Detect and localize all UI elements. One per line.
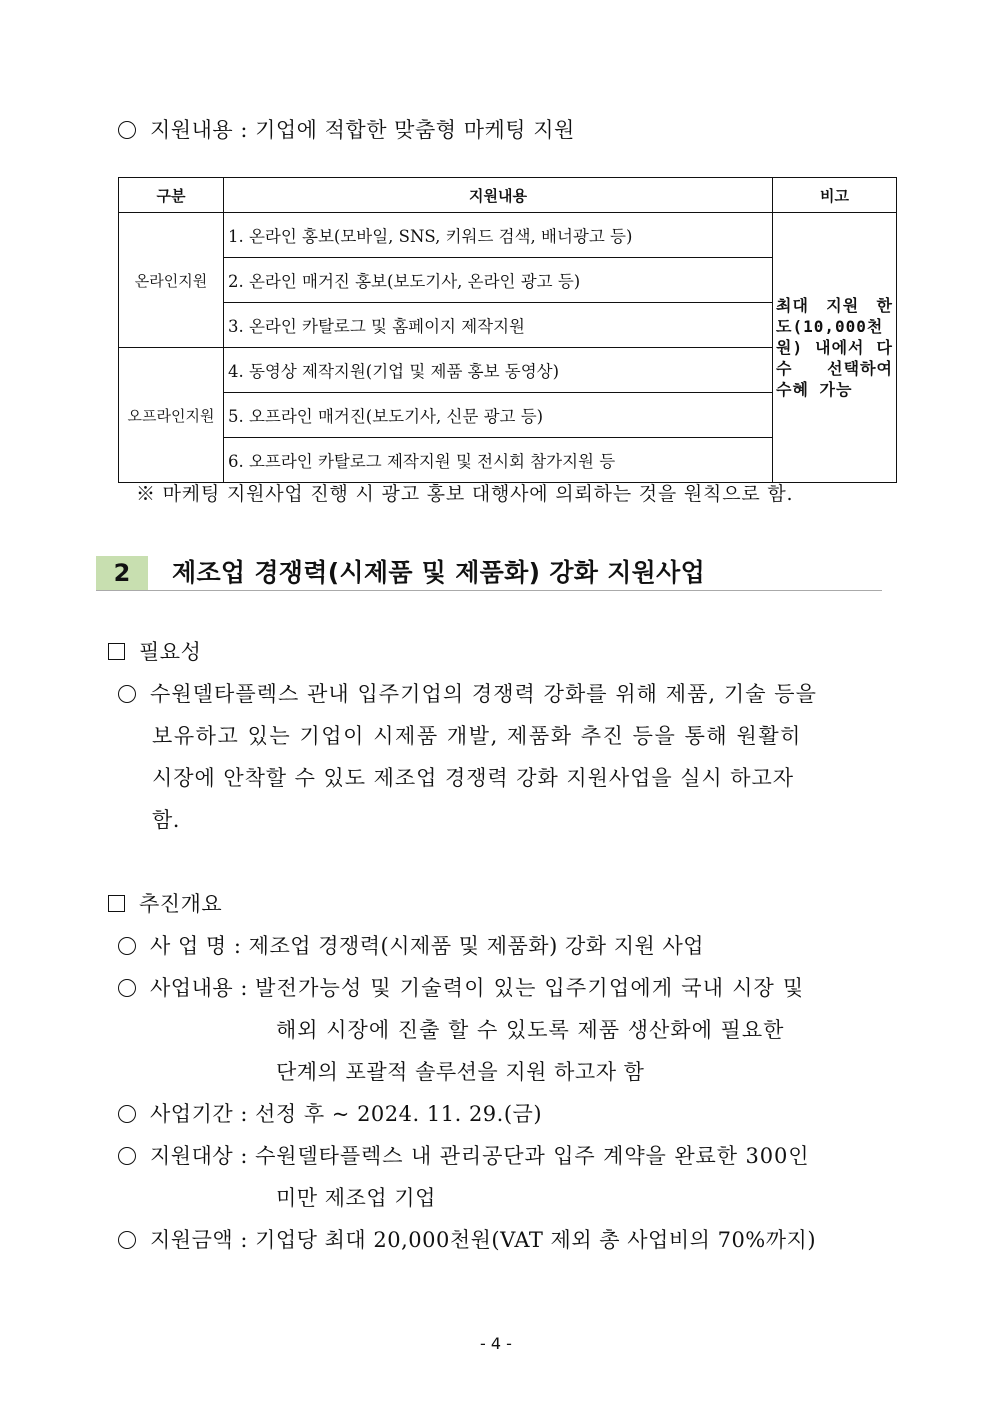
intro-text: 기업에 적합한 맞춤형 마케팅 지원 xyxy=(255,118,575,142)
item-text: 제조업 경쟁력(시제품 및 제품화) 강화 지원 사업 xyxy=(248,934,705,958)
footnote: ※ 마케팅 지원사업 진행 시 광고 홍보 대행사에 의뢰하는 것을 원칙으로 함. xyxy=(136,483,794,505)
category-online: 온라인지원 xyxy=(119,213,224,348)
square-bullet-icon xyxy=(108,895,125,912)
necessity-heading-text: 필요성 xyxy=(139,640,202,664)
header-content: 지원내용 xyxy=(224,178,773,213)
table-cell: 1. 온라인 홍보(모바일, SNS, 키워드 검색, 배너광고 등) xyxy=(224,213,773,258)
necessity-line: 시장에 안착할 수 있도 제조업 경쟁력 강화 지원사업을 실시 하고자 xyxy=(152,766,794,790)
table-cell: 6. 오프라인 카탈로그 제작지원 및 전시회 참가지원 등 xyxy=(224,438,773,483)
intro-separator: : xyxy=(240,118,248,142)
item-text: 수원델타플렉스 내 관리공단과 입주 계약을 완료한 300인 xyxy=(255,1144,810,1168)
necessity-text: 수원델타플렉스 관내 입주기업의 경쟁력 강화를 위해 제품, 기술 등을 xyxy=(150,682,817,706)
note-cell: 최대 지원 한도(10,000천원) 내에서 다수 선택하여 수혜 가능 xyxy=(773,213,897,483)
table-row xyxy=(119,213,897,258)
table-cell: 4. 동영상 제작지원(기업 및 제품 홍보 동영상) xyxy=(224,348,773,393)
overview-item: 사업내용 : 발전가능성 및 기술력이 있는 입주기업에게 국내 시장 및 xyxy=(118,974,804,1002)
overview-item: 사업기간 : 선정 후 ~ 2024. 11. 29.(금) xyxy=(118,1100,542,1128)
circle-bullet-icon xyxy=(118,685,136,703)
item-label: 사업내용 xyxy=(150,976,234,1000)
item-text: 기업당 최대 20,000천원(VAT 제외 총 사업비의 70%까지) xyxy=(255,1228,817,1252)
table-cell: 3. 온라인 카탈로그 및 홈페이지 제작지원 xyxy=(224,303,773,348)
intro-line xyxy=(118,116,575,144)
necessity-heading xyxy=(108,638,201,666)
section-divider xyxy=(96,590,882,591)
header-category: 구분 xyxy=(119,178,224,213)
circle-bullet-icon xyxy=(118,937,136,955)
necessity-line xyxy=(118,680,817,708)
circle-bullet-icon xyxy=(118,1147,136,1165)
table-cell: 5. 오프라인 매거진(보도기사, 신문 광고 등) xyxy=(224,393,773,438)
necessity-line: 함. xyxy=(152,808,180,832)
item-label: 사업기간 xyxy=(150,1102,234,1126)
circle-bullet-icon xyxy=(118,1105,136,1123)
category-offline: 오프라인지원 xyxy=(119,348,224,483)
intro-label: 지원내용 xyxy=(150,118,234,142)
overview-item: 지원대상 : 수원델타플렉스 내 관리공단과 입주 계약을 완료한 300인 xyxy=(118,1142,809,1170)
item-label: 사 업 명 xyxy=(150,934,227,958)
overview-item: 지원금액 : 기업당 최대 20,000천원(VAT 제외 총 사업비의 70%까지) xyxy=(118,1226,816,1254)
overview-item: 사 업 명 : 제조업 경쟁력(시제품 및 제품화) 강화 지원 사업 xyxy=(118,932,704,960)
circle-bullet-icon xyxy=(118,979,136,997)
item-text: 발전가능성 및 기술력이 있는 입주기업에게 국내 시장 및 xyxy=(255,976,805,1000)
section-title: 제조업 경쟁력(시제품 및 제품화) 강화 지원사업 xyxy=(172,558,706,587)
overview-item-line: 해외 시장에 진출 할 수 있도록 제품 생산화에 필요한 xyxy=(276,1018,785,1042)
item-label: 지원금액 xyxy=(150,1228,234,1252)
overview-item-line: 단계의 포괄적 솔루션을 지원 하고자 함 xyxy=(276,1060,645,1084)
page-number: - 4 - xyxy=(480,1334,512,1353)
circle-bullet-icon xyxy=(118,1231,136,1249)
item-label: 지원대상 xyxy=(150,1144,234,1168)
overview-heading-text: 추진개요 xyxy=(139,892,223,916)
table-cell: 2. 온라인 매거진 홍보(보도기사, 온라인 광고 등) xyxy=(224,258,773,303)
section-number: 2 xyxy=(96,556,148,590)
overview-heading xyxy=(108,890,222,918)
support-table xyxy=(118,177,897,483)
necessity-line: 보유하고 있는 기업이 시제품 개발, 제품화 추진 등을 통해 원활히 xyxy=(152,724,802,748)
item-text: 선정 후 ~ 2024. 11. 29.(금) xyxy=(255,1102,543,1126)
square-bullet-icon xyxy=(108,643,125,660)
overview-item-line: 미만 제조업 기업 xyxy=(276,1186,436,1210)
header-note: 비고 xyxy=(773,178,897,213)
circle-bullet-icon xyxy=(118,121,136,139)
table-header-row xyxy=(119,178,897,213)
